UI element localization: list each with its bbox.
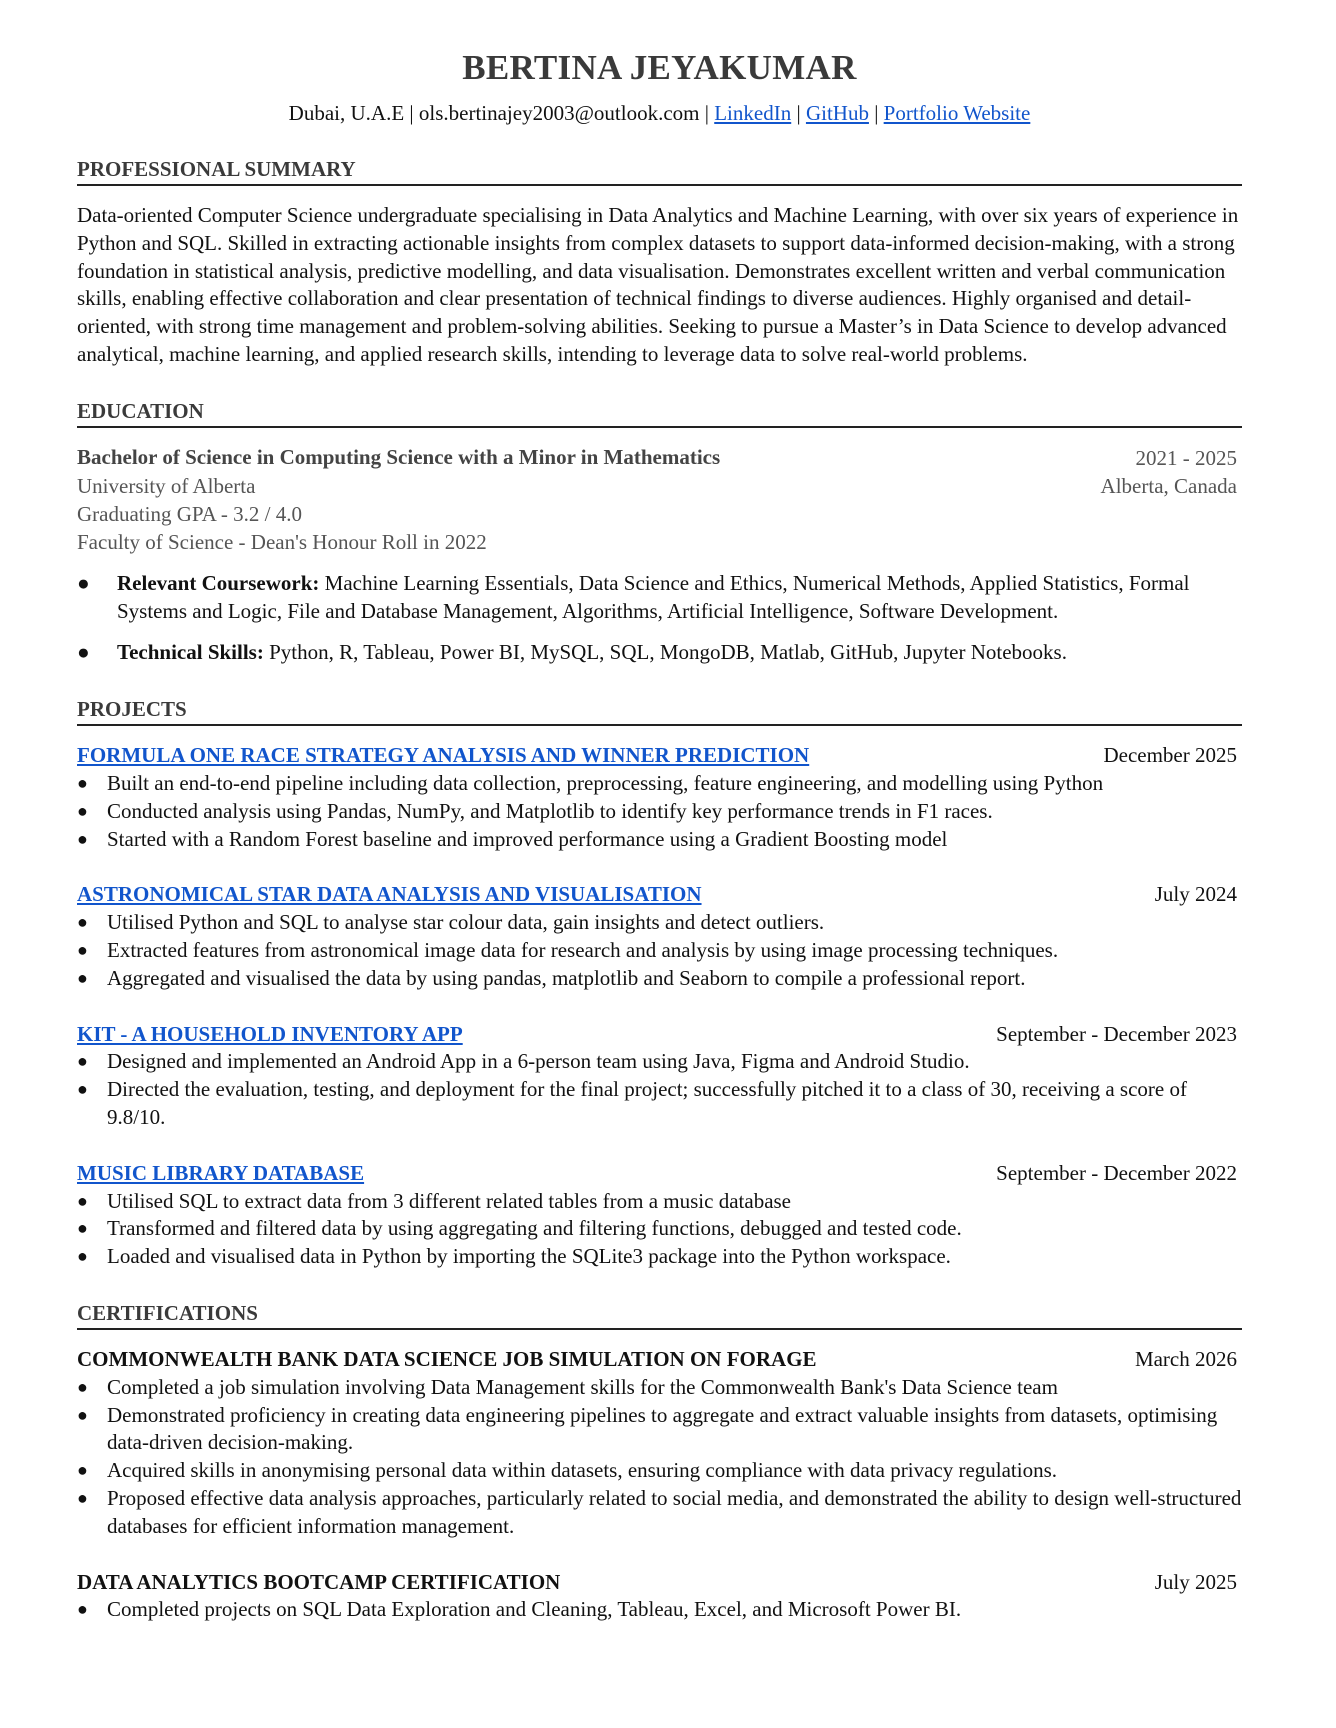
education-years: 2021 - 2025 bbox=[1135, 445, 1237, 470]
list-item bbox=[77, 1243, 1242, 1271]
bullet-icon: ● bbox=[77, 640, 90, 665]
separator: | bbox=[791, 101, 806, 125]
school-name: University of Alberta bbox=[77, 473, 256, 498]
honour: Faculty of Science - Dean's Honour Roll in 2022 bbox=[77, 529, 487, 554]
list-item bbox=[77, 1188, 1242, 1216]
section-heading-summary: PROFESSIONAL SUMMARY bbox=[77, 155, 1242, 186]
project-entry bbox=[77, 1021, 1242, 1132]
entry-date: September - December 2023 bbox=[996, 1021, 1237, 1046]
github-link[interactable]: GitHub bbox=[805, 101, 869, 125]
list-item bbox=[77, 639, 1242, 667]
bullet-text: Started with a Random Forest baseline and improved performance using a Gradient Boosting model bbox=[107, 826, 948, 851]
bullet-icon: ● bbox=[77, 1599, 88, 1620]
bullet-text: Transformed and filtered data by using aggregating and filtering functions, debugged and tested code. bbox=[107, 1216, 962, 1241]
entry-date: March 2026 bbox=[1134, 1346, 1237, 1371]
bullet-icon: ● bbox=[77, 570, 90, 595]
project-title-link[interactable]: MUSIC LIBRARY DATABASE bbox=[77, 1160, 365, 1185]
list-item bbox=[77, 1215, 1242, 1243]
bullet-icon: ● bbox=[77, 1190, 88, 1211]
email: ols.bertinajey2003@outlook.com bbox=[418, 101, 700, 125]
bullet-label: Technical Skills: bbox=[117, 640, 264, 665]
portfolio-link[interactable]: Portfolio Website bbox=[883, 101, 1031, 125]
bullet-icon: ● bbox=[77, 1487, 88, 1508]
bullet-text: Extracted features from astronomical image data for research and analysis by using image processing techniques. bbox=[107, 937, 1059, 962]
project-title-link[interactable]: FORMULA ONE RACE STRATEGY ANALYSIS AND WINNER PREDICTION bbox=[77, 743, 810, 768]
contact-line bbox=[77, 99, 1242, 127]
separator: | bbox=[404, 101, 419, 125]
certification-entry bbox=[77, 1569, 1242, 1625]
gpa: Graduating GPA - 3.2 / 4.0 bbox=[77, 501, 302, 526]
list-item bbox=[77, 1485, 1242, 1541]
bullet-icon: ● bbox=[77, 1218, 88, 1239]
bullet-text: Completed a job simulation involving Data Management skills for the Commonwealth Bank's Data Science team bbox=[107, 1374, 1058, 1399]
bullet-icon: ● bbox=[77, 1246, 88, 1267]
bullet-icon: ● bbox=[77, 967, 88, 988]
list-item bbox=[77, 909, 1242, 937]
bullet-icon: ● bbox=[77, 939, 88, 960]
entry-date: July 2025 bbox=[1154, 1569, 1237, 1594]
list-item bbox=[77, 1374, 1242, 1402]
bullet-icon: ● bbox=[77, 772, 88, 793]
entry-date: December 2025 bbox=[1103, 743, 1237, 768]
section-heading-education: EDUCATION bbox=[77, 397, 1242, 428]
bullet-icon: ● bbox=[77, 1051, 88, 1072]
certification-title: DATA ANALYTICS BOOTCAMP CERTIFICATION bbox=[77, 1569, 561, 1594]
bullet-icon: ● bbox=[77, 1079, 88, 1100]
bullet-text: Proposed effective data analysis approaches, particularly related to social media, and demonstrated the ability to design well-structured databases for efficient information management. bbox=[107, 1485, 1242, 1538]
bullet-text: Designed and implemented an Android App in a 6-person team using Java, Figma and Android Studio. bbox=[107, 1049, 970, 1074]
bullet-text: Utilised Python and SQL to analyse star colour data, gain insights and detect outliers. bbox=[107, 910, 825, 935]
summary-text: Data-oriented Computer Science undergraduate specialising in Data Analytics and Machine Learning, with over six years of experience in Python and SQL. Skilled in extracting actionable insights from complex datasets to support data-informed decision-making, with a strong foundation in statistical analysis, predictive modelling, and data visualisation. Demonstrates excellent written and verbal communication skills, enabling effective collaboration and clear presentation of technical findings to diverse audiences. Highly organised and detail-oriented, with strong time management and problem-solving abilities. Seeking to pursue a Master’s in Data Science to develop advanced analytical, machine learning, and applied research skills, intending to leverage data to solve real-world problems. bbox=[77, 203, 1239, 366]
bullet-text: Acquired skills in anonymising personal data within datasets, ensuring compliance with data privacy regulations. bbox=[107, 1458, 1058, 1483]
bullet-icon: ● bbox=[77, 800, 88, 821]
certification-entry bbox=[77, 1346, 1242, 1541]
bullet-icon: ● bbox=[77, 1460, 88, 1481]
list-item bbox=[77, 1402, 1242, 1458]
project-title-link[interactable]: KIT - A HOUSEHOLD INVENTORY APP bbox=[77, 1021, 463, 1046]
school-location: Alberta, Canada bbox=[1100, 473, 1237, 498]
bullet-text: Loaded and visualised data in Python by importing the SQLite3 package into the Python workspace. bbox=[107, 1244, 951, 1269]
project-entry bbox=[77, 742, 1242, 853]
project-entry bbox=[77, 1160, 1242, 1271]
separator: | bbox=[868, 101, 884, 125]
project-entry bbox=[77, 881, 1242, 992]
bullet-text: Directed the evaluation, testing, and deployment for the final project; successfully pitched it to a class of 30, receiving a score of 9.8/10. bbox=[107, 1077, 1187, 1129]
bullet-text: Machine Learning Essentials, Data Science and Ethics, Numerical Methods, Applied Statistics, Formal Systems and Logic, File and Database Management, Algorithms, Artificial Intelligence, Software Development. bbox=[117, 570, 1190, 623]
bullet-label: Relevant Coursework: bbox=[117, 570, 320, 595]
bullet-icon: ● bbox=[77, 912, 88, 933]
degree-title: Bachelor of Science in Computing Science with a Minor in Mathematics bbox=[77, 444, 721, 469]
list-item bbox=[77, 770, 1242, 798]
candidate-name: BERTINA JEYAKUMAR bbox=[462, 48, 857, 87]
bullet-text: Utilised SQL to extract data from 3 different related tables from a music database bbox=[107, 1188, 792, 1213]
bullet-icon: ● bbox=[77, 828, 88, 849]
certification-title: COMMONWEALTH BANK DATA SCIENCE JOB SIMULATION ON FORAGE bbox=[77, 1346, 817, 1371]
list-item bbox=[77, 570, 1242, 626]
list-item bbox=[77, 937, 1242, 965]
list-item bbox=[77, 1457, 1242, 1485]
list-item bbox=[77, 1048, 1242, 1076]
linkedin-link[interactable]: LinkedIn bbox=[714, 101, 792, 125]
section-heading-projects: PROJECTS bbox=[77, 695, 1242, 726]
bullet-text: Built an end-to-end pipeline including data collection, preprocessing, feature engineering, and modelling using Python bbox=[107, 770, 1104, 795]
entry-date: September - December 2022 bbox=[996, 1160, 1237, 1185]
resume-page bbox=[77, 48, 1242, 1624]
entry-date: July 2024 bbox=[1154, 882, 1237, 907]
list-item bbox=[77, 1596, 1242, 1624]
bullet-text: Completed projects on SQL Data Exploration and Cleaning, Tableau, Excel, and Microsoft Power BI. bbox=[107, 1597, 962, 1622]
bullet-text: Python, R, Tableau, Power BI, MySQL, SQL, MongoDB, Matlab, GitHub, Jupyter Notebooks. bbox=[263, 640, 1067, 665]
location: Dubai, U.A.E bbox=[288, 101, 405, 125]
list-item bbox=[77, 1076, 1242, 1132]
bullet-text: Aggregated and visualised the data by using pandas, matplotlib and Seaborn to compile a professional report. bbox=[107, 965, 1026, 990]
list-item bbox=[77, 826, 1242, 854]
education-entry bbox=[77, 444, 1242, 667]
list-item bbox=[77, 965, 1242, 993]
bullet-icon: ● bbox=[77, 1376, 88, 1397]
separator: | bbox=[699, 101, 715, 125]
bullet-text: Conducted analysis using Pandas, NumPy, and Matplotlib to identify key performance trends in F1 races. bbox=[107, 798, 993, 823]
list-item bbox=[77, 798, 1242, 826]
bullet-text: Demonstrated proficiency in creating data engineering pipelines to aggregate and extract valuable insights from datasets, optimising data-driven decision-making. bbox=[107, 1402, 1218, 1455]
bullet-icon: ● bbox=[77, 1404, 88, 1425]
section-heading-certifications: CERTIFICATIONS bbox=[77, 1299, 1242, 1330]
project-title-link[interactable]: ASTRONOMICAL STAR DATA ANALYSIS AND VISUALISATION bbox=[77, 882, 702, 907]
